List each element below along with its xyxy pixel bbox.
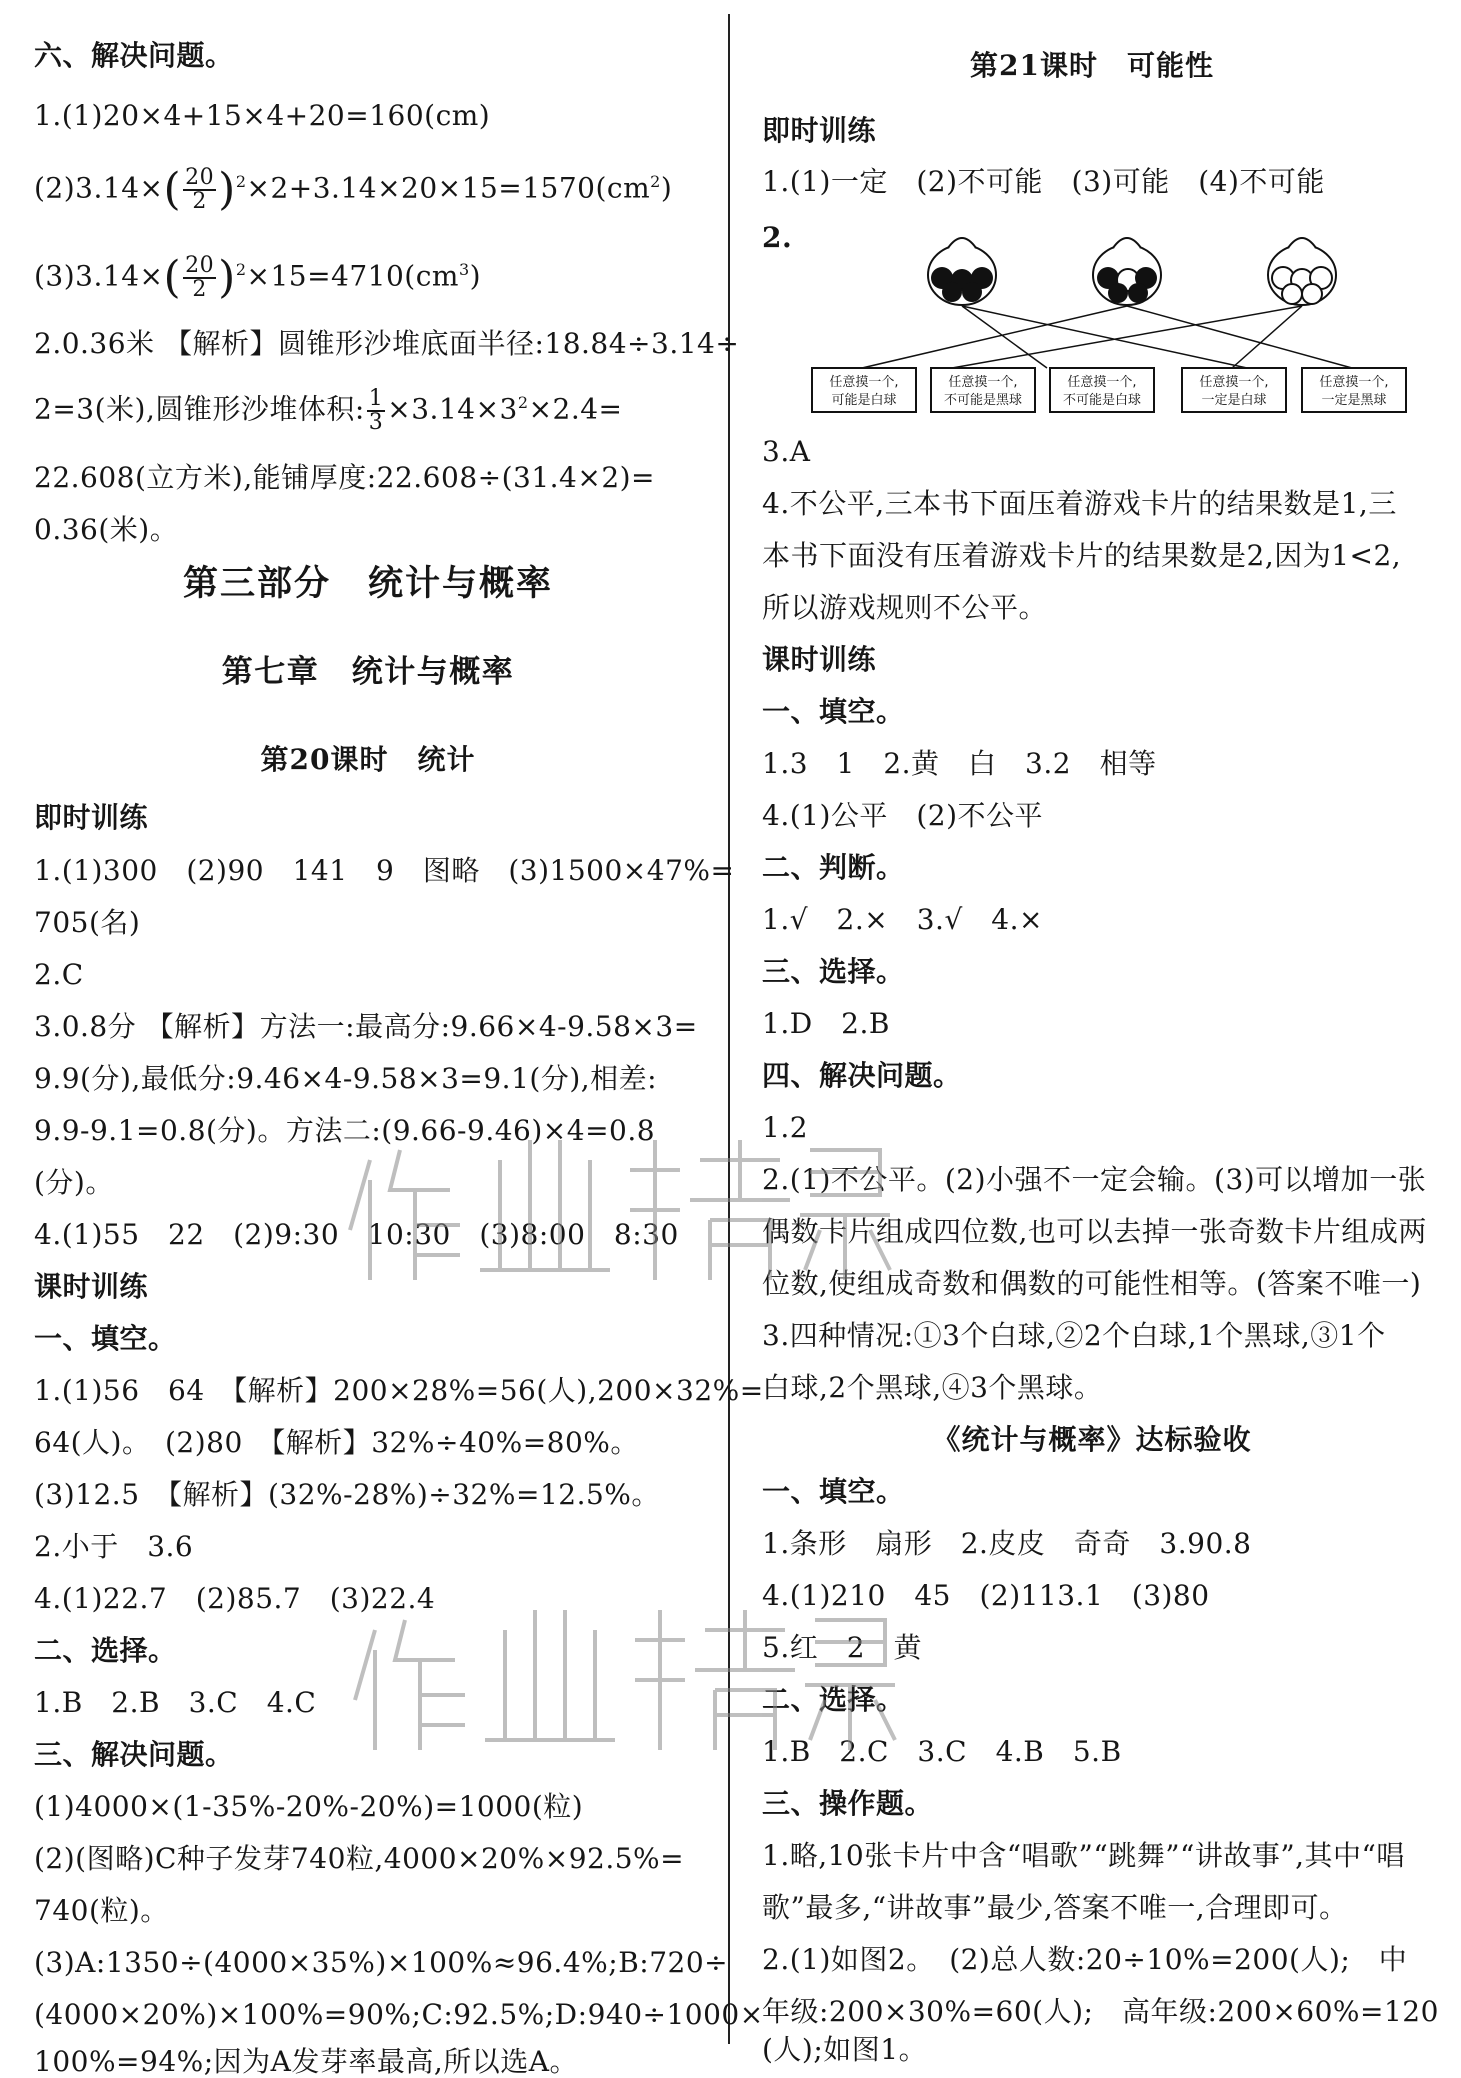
bag-mostly-black bbox=[928, 238, 996, 305]
formula-text: ×2+3.14×20×15=1570(cm bbox=[246, 171, 651, 205]
answer-line: (2)(图略)C种子发芽740粒,4000×20%×92.5%= bbox=[34, 1842, 685, 1875]
right-column bbox=[762, 0, 1439, 2066]
lesson-title: 第21课时 可能性 bbox=[970, 49, 1214, 82]
left-column bbox=[34, 0, 764, 2078]
bag-all-white bbox=[1268, 238, 1336, 305]
answer-line: 1.略,10张卡片中含“唱歌”“跳舞”“讲故事”,其中“唱 bbox=[762, 1839, 1405, 1872]
answer-line: 5.红 2 黄 bbox=[762, 1631, 923, 1664]
answer-line: 4.(1)210 45 (2)113.1 (3)80 bbox=[762, 1579, 1210, 1612]
svg-text:一定是黑球: 一定是黑球 bbox=[1321, 393, 1387, 408]
section-heading: 三、操作题。 bbox=[762, 1787, 934, 1820]
answer-line: 1.B 2.C 3.C 4.B 5.B bbox=[762, 1735, 1122, 1768]
answer-line: 1.3 1 2.黄 白 3.2 相等 bbox=[762, 747, 1157, 780]
chapter-title: 第七章 统计与概率 bbox=[221, 654, 515, 690]
exponent: 2 bbox=[235, 260, 247, 279]
answer-line-formula: (3)3.14×( $\frac{20}{2}$ )$^2\times 15=4710(cm^3)$ bbox=[34, 251, 482, 303]
answer-line: 1.(1)56 64 【解析】200×28%=56(人),200×32%= bbox=[34, 1374, 764, 1407]
section-heading: 三、选择。 bbox=[762, 955, 905, 988]
bag-matching-diagram bbox=[792, 220, 1412, 420]
answer-line: 4.不公平,三本书下面压着游戏卡片的结果数是1,三 bbox=[762, 487, 1397, 520]
exponent: 2 bbox=[235, 172, 247, 191]
svg-text:任意摸一个,: 任意摸一个, bbox=[1067, 375, 1137, 390]
answer-line: 9.9(分),最低分:9.46×4-9.58×3=9.1(分),相差: bbox=[34, 1062, 658, 1095]
section-heading: 三、解决问题。 bbox=[34, 1738, 234, 1771]
answer-line: (3)A:1350÷(4000×35%)×100%≈96.4%;B:720÷ bbox=[34, 1946, 729, 1979]
lesson-title: 第20课时 统计 bbox=[260, 743, 476, 776]
answer-line: 1.√ 2.× 3.√ 4.× bbox=[762, 903, 1043, 936]
answer-line: (1)4000×(1-35%-20%-20%)=1000(粒) bbox=[34, 1790, 584, 1823]
svg-text:可能是白球: 可能是白球 bbox=[831, 393, 897, 408]
bag-mixed bbox=[1093, 238, 1161, 305]
answer-line: 2.(1)不公平。(2)小强不一定会输。(3)可以增加一张 bbox=[762, 1163, 1427, 1196]
option-box-1 bbox=[812, 368, 916, 412]
answer-line-formula: (2)3.14×( $\frac{20}{2}$ )$^2\times 2+3.14\times 20\times 15=1570(cm^2)$ bbox=[34, 163, 673, 215]
section-heading: 四、解决问题。 bbox=[762, 1059, 962, 1092]
answer-line: 3.四种情况:①3个白球,②2个白球,1个黑球,③1个 bbox=[762, 1319, 1386, 1352]
section-heading: 二、选择。 bbox=[34, 1634, 177, 1667]
answer-line: 位数,使组成奇数和偶数的可能性相等。(答案不唯一) bbox=[762, 1267, 1422, 1300]
svg-text:任意摸一个,: 任意摸一个, bbox=[1319, 375, 1389, 390]
section-heading: 一、填空。 bbox=[762, 1475, 905, 1508]
answer-line-cutoff: (人);如图1。 bbox=[762, 2033, 928, 2066]
answer-line: 1.B 2.B 3.C 4.C bbox=[34, 1686, 317, 1719]
svg-text:不可能是黑球: 不可能是黑球 bbox=[943, 393, 1023, 408]
column-divider bbox=[728, 14, 730, 2044]
fraction: $\frac{20}{2}$ bbox=[185, 164, 215, 214]
option-box-4 bbox=[1182, 368, 1286, 412]
svg-text:不可能是白球: 不可能是白球 bbox=[1062, 393, 1142, 408]
answer-line: (分)。 bbox=[34, 1166, 114, 1199]
option-box-2 bbox=[931, 368, 1035, 412]
answer-line: 740(粒)。 bbox=[34, 1894, 169, 1927]
formula-text: ×15=4710(cm bbox=[246, 259, 459, 293]
answer-line: 4.(1)22.7 (2)85.7 (3)22.4 bbox=[34, 1582, 436, 1615]
answer-line: 0.36(米)。 bbox=[34, 513, 179, 546]
answer-line: 本书下面没有压着游戏卡片的结果数是2,因为1<2, bbox=[762, 539, 1402, 572]
section-heading: 一、填空。 bbox=[34, 1322, 177, 1355]
answer-line: 歌”最多,“讲故事”最少,答案不唯一,合理即可。 bbox=[762, 1891, 1348, 1924]
answer-line: 年级:200×30%=60(人); 高年级:200×60%=120 bbox=[762, 1995, 1439, 2028]
answer-line: 所以游戏规则不公平。 bbox=[762, 591, 1048, 624]
svg-text:任意摸一个,: 任意摸一个, bbox=[829, 375, 899, 390]
answer-line: 2.C bbox=[34, 958, 84, 991]
answer-line: 2. bbox=[762, 221, 793, 254]
test-title: 《统计与概率》达标验收 bbox=[932, 1423, 1252, 1456]
answer-line: 2.0.36米 【解析】圆锥形沙堆底面半径:18.84÷3.14÷ bbox=[34, 327, 740, 360]
answer-line: 3.A bbox=[762, 435, 811, 468]
answer-line: (3)12.5 【解析】(32%-28%)÷32%=12.5%。 bbox=[34, 1478, 660, 1511]
part-title: 第三部分 统计与概率 bbox=[182, 563, 553, 604]
section-heading: 课时训练 bbox=[34, 1270, 149, 1303]
section-heading: 一、填空。 bbox=[762, 695, 905, 728]
answer-line: 22.608(立方米),能铺厚度:22.608÷(31.4×2)= bbox=[34, 461, 656, 494]
formula-text: (2)3.14× bbox=[34, 171, 164, 205]
match-lines bbox=[862, 306, 1352, 368]
section-heading: 即时训练 bbox=[34, 801, 149, 834]
section-heading: 二、选择。 bbox=[762, 1683, 905, 1716]
answer-line: 4.(1)55 22 (2)9:30 10:30 (3)8:00 8:30 bbox=[34, 1218, 679, 1251]
fraction: $\frac{1}{3}$ bbox=[368, 385, 384, 435]
answer-line-cutoff: 100%=94%;因为A发芽率最高,所以选A。 bbox=[34, 2045, 579, 2078]
answer-line: 2.小于 3.6 bbox=[34, 1530, 194, 1563]
answer-line: 1.(1)300 (2)90 141 9 图略 (3)1500×47%= bbox=[34, 854, 735, 887]
answer-line: 4.(1)公平 (2)不公平 bbox=[762, 799, 1044, 832]
fraction: $\frac{20}{2}$ bbox=[185, 252, 215, 302]
answer-line-formula: 2=3(米),圆锥形沙堆体积: $\frac{1}{3}$ $\times 3.14\times 3^2\times 2.4=$ bbox=[34, 385, 623, 435]
svg-text:任意摸一个,: 任意摸一个, bbox=[1199, 375, 1269, 390]
answer-line: 2.(1)如图2。 (2)总人数:20÷10%=200(人); 中 bbox=[762, 1943, 1408, 1976]
svg-text:一定是白球: 一定是白球 bbox=[1201, 393, 1267, 408]
answer-line: 1.(1)20×4+15×4+20=160(cm) bbox=[34, 99, 491, 132]
answer-line: 3.0.8分 【解析】方法一:最高分:9.66×4-9.58×3= bbox=[34, 1010, 698, 1043]
section-heading: 即时训练 bbox=[762, 114, 877, 147]
answer-line: 1.D 2.B bbox=[762, 1007, 890, 1040]
option-box-3 bbox=[1050, 368, 1154, 412]
answer-line: 1.2 bbox=[762, 1111, 809, 1144]
option-box-5 bbox=[1302, 368, 1406, 412]
answer-line: (4000×20%)×100%=90%;C:92.5%;D:940÷1000× bbox=[34, 1998, 764, 2031]
answer-line: 64(人)。 (2)80 【解析】32%÷40%=80%。 bbox=[34, 1426, 639, 1459]
answer-line: 9.9-9.1=0.8(分)。方法二:(9.66-9.46)×4=0.8 bbox=[34, 1114, 656, 1147]
answer-line: 偶数卡片组成四位数,也可以去掉一张奇数卡片组成两 bbox=[762, 1215, 1427, 1248]
answer-line: 1.(1)一定 (2)不可能 (3)可能 (4)不可能 bbox=[762, 165, 1325, 198]
svg-text:任意摸一个,: 任意摸一个, bbox=[948, 375, 1018, 390]
section-heading: 课时训练 bbox=[762, 643, 877, 676]
answer-line: 1.条形 扇形 2.皮皮 奇奇 3.90.8 bbox=[762, 1527, 1252, 1560]
answer-line: 白球,2个黑球,④3个黑球。 bbox=[762, 1371, 1103, 1404]
formula-text: (3)3.14× bbox=[34, 259, 164, 293]
section-heading: 二、判断。 bbox=[762, 851, 905, 884]
section-heading: 六、解决问题。 bbox=[34, 39, 234, 72]
answer-line: 705(名) bbox=[34, 906, 141, 939]
